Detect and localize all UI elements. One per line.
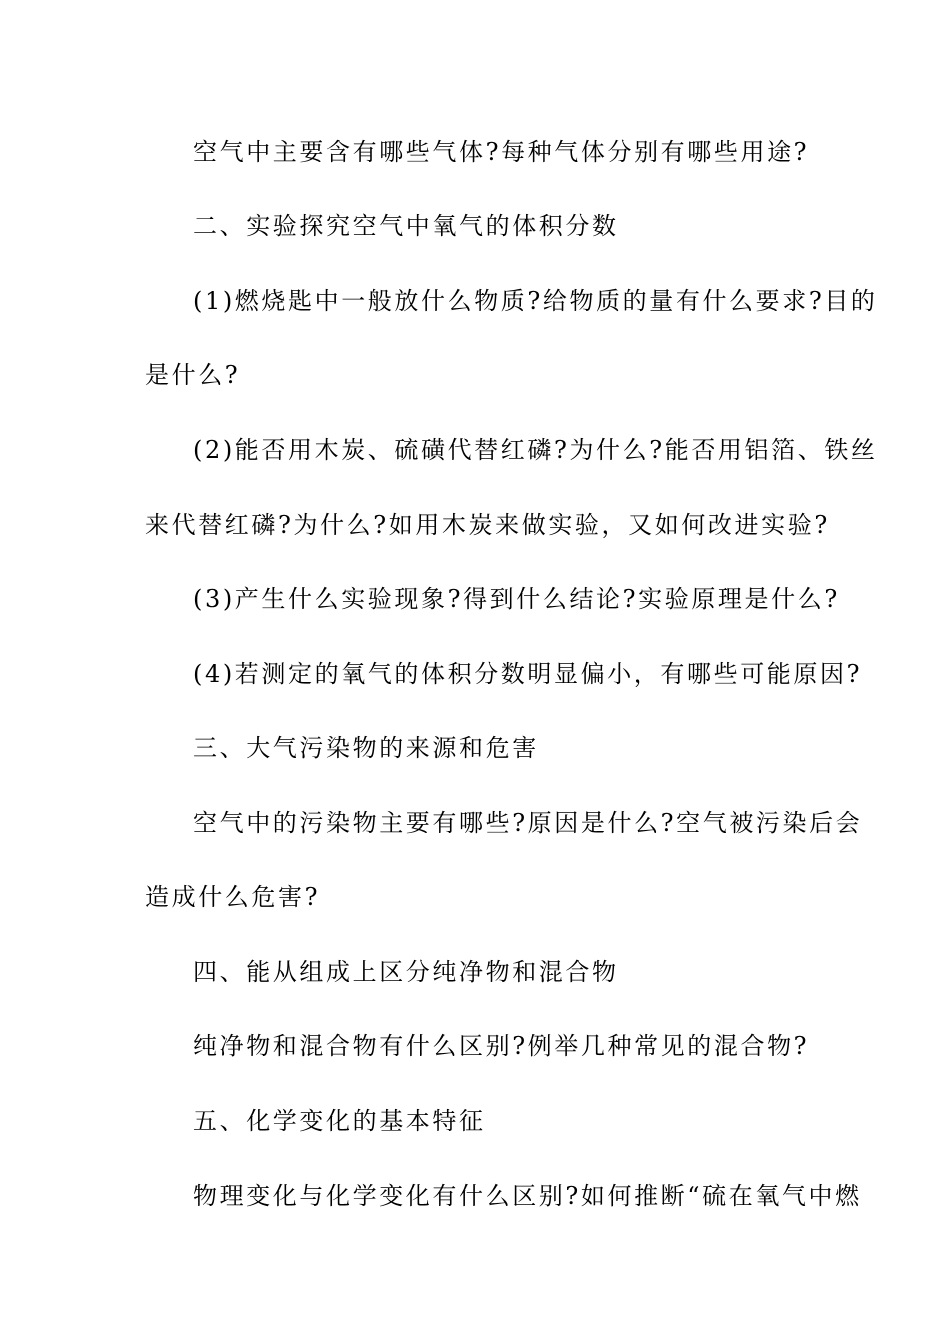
section-heading-4: 四、能从组成上区分纯净物和混合物 [193, 958, 619, 986]
mixture-question: 纯净物和混合物有什么区别?例举几种常见的混合物? [193, 1032, 810, 1060]
question-air-gases: 空气中主要含有哪些气体?每种气体分别有哪些用途? [193, 138, 810, 166]
question-2-line-2: 来代替红磷?为什么?如用木炭来做实验，又如何改进实验? [145, 511, 830, 539]
question-4: (4)若测定的氧气的体积分数明显偏小，有哪些可能原因? [193, 660, 863, 688]
section-heading-5: 五、化学变化的基本特征 [193, 1107, 486, 1135]
question-2-line-1: (2)能否用木炭、硫磺代替红磷?为什么?能否用铝箔、铁丝 [193, 436, 878, 464]
section-heading-3: 三、大气污染物的来源和危害 [193, 734, 539, 762]
pollutants-question-line-1: 空气中的污染物主要有哪些?原因是什么?空气被污染后会 [193, 809, 863, 837]
question-1-line-1: (1)燃烧匙中一般放什么物质?给物质的量有什么要求?目的 [193, 287, 878, 315]
pollutants-question-line-2: 造成什么危害? [145, 883, 321, 911]
question-1-line-2: 是什么? [145, 361, 241, 389]
chemical-change-question: 物理变化与化学变化有什么区别?如何推断“硫在氧气中燃 [193, 1182, 862, 1210]
section-heading-2: 二、实验探究空气中氧气的体积分数 [193, 212, 619, 240]
question-3: (3)产生什么实验现象?得到什么结论?实验原理是什么? [193, 585, 840, 613]
